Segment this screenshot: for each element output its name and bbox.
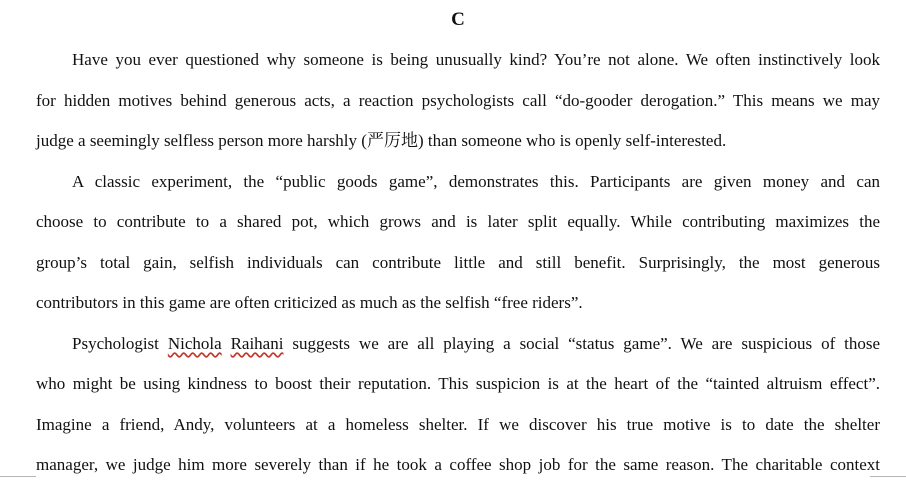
paragraph-3-line-2: who might be using kindness to boost their reputation. This suspicion is at the heart of the “tainted altruism effect”. [36,374,880,393]
paragraph-3-line-4: manager, we judge him more severely than if he took a coffee shop job for the same reason. The charitable context [36,455,880,474]
paragraph-3-line-3: Imagine a friend, Andy, volunteers at a homeless shelter. If we discover his true motive is to date the shelter [36,415,880,434]
paragraph-3-line-1 [72,333,880,355]
paragraph-1-line-3: judge a seemingly selfless person more harshly (严厉地) than someone who is openly self-interested. [36,131,727,150]
section-heading: C [451,9,465,30]
spellcheck-flagged-word-raihani[interactable]: Raihani [230,334,284,353]
paragraph-3-line-1-lead: Psychologist [72,334,159,353]
paragraph-1-line-1: Have you ever questioned why someone is being unusually kind? You’re not alone. We often instinctively look [72,50,880,69]
paragraph-2-line-3: group’s total gain, selfish individuals can contribute little and still benefit. Surprisingly, the most generous [36,253,880,272]
paragraph-1-line-2: for hidden motives behind generous acts, a reaction psychologists call “do-gooder derogation.” This means we may [36,91,880,110]
paragraph-2-line-2: choose to contribute to a shared pot, which grows and is later split equally. While contributing maximizes the [36,212,880,231]
page-margin-mark-right [870,476,906,483]
spellcheck-flagged-word-nichola[interactable]: Nichola [167,334,222,353]
paragraph-2-line-1: A classic experiment, the “public goods game”, demonstrates this. Participants are given money and can [72,172,880,191]
page-margin-mark-left [0,476,36,483]
paragraph-3-line-1-rest: suggests we are all playing a social “status game”. We are suspicious of those [292,334,881,353]
paragraph-2-line-4: contributors in this game are often criticized as much as the selfish “free riders”. [36,293,583,312]
